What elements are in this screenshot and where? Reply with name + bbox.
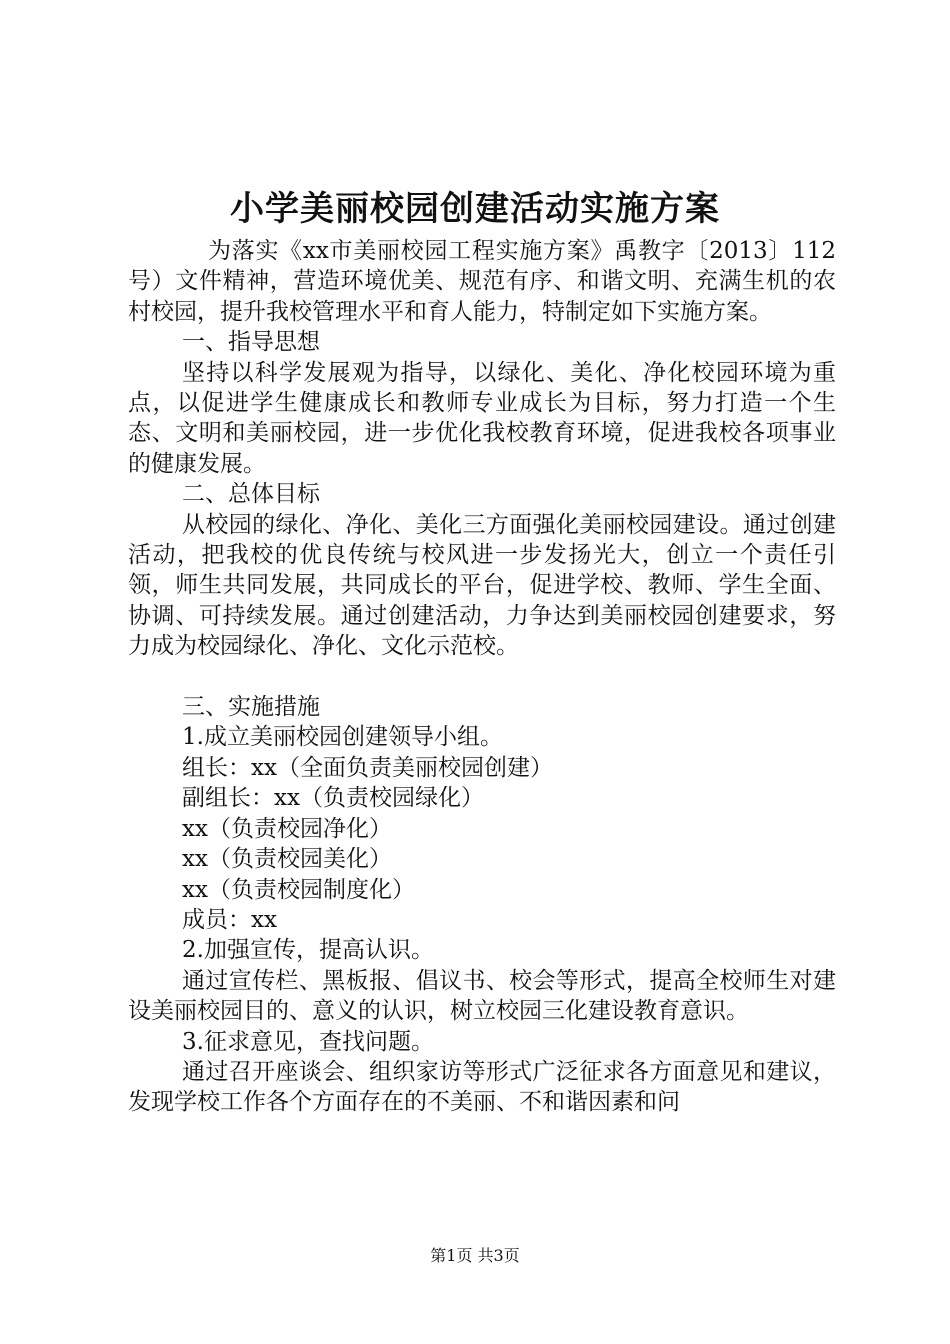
group-leader-line: 组长：xx（全面负责美丽校园创建）	[182, 754, 553, 781]
measure-item-2: 2.加强宣传，提高认识。	[182, 937, 434, 964]
document-title: 小学美丽校园创建活动实施方案	[230, 189, 720, 229]
section-heading-guiding-thought: 一、指导思想	[182, 329, 320, 356]
member-duty-line: xx（负责校园净化）	[182, 815, 392, 842]
section-heading-measures: 三、实施措施	[182, 694, 320, 721]
document-body	[128, 236, 836, 1118]
paragraph-feedback: 通过召开座谈会、组织家访等形式广泛征求各方面意见和建议，发现学校工作各个方面存在的不美丽、不和谐因素和问	[128, 1058, 836, 1116]
member-duty-line: xx（负责校园制度化）	[182, 876, 415, 903]
paragraph-guiding-thought: 坚持以科学发展观为指导，以绿化、美化、净化校园环境为重点，以促进学生健康成长和教师专业成长为目标，努力打造一个生态、文明和美丽校园，进一步优化我校教育环境，促进我校各项事业的健康发展。	[128, 359, 836, 477]
paragraph-spacer	[128, 662, 836, 692]
page-number-footer: 第1页 共3页	[430, 1246, 520, 1265]
paragraph-publicity: 通过宣传栏、黑板报、倡议书、校会等形式，提高全校师生对建设美丽校园目的、意义的认识，树立校园三化建设教育意识。	[128, 967, 836, 1025]
member-duty-line: xx（负责校园美化）	[182, 846, 392, 873]
deputy-leader-line: 副组长：xx（负责校园绿化）	[182, 785, 484, 812]
paragraph-overall-goal: 从校园的绿化、净化、美化三方面强化美丽校园建设。通过创建活动，把我校的优良传统与校风进一步发扬光大，创立一个责任引领，师生共同发展，共同成长的平台，促进学校、教师、学生全面、协调、可持续发展。通过创建活动，力争达到美丽校园创建要求，努力成为校园绿化、净化、文化示范校。	[128, 511, 836, 660]
intro-paragraph: 为落实《xx市美丽校园工程实施方案》禹教字〔2013〕112号）文件精神，营造环境优美、规范有序、和谐文明、充满生机的农村校园，提升我校管理水平和育人能力，特制定如下实施方案。	[128, 238, 836, 325]
section-heading-overall-goal: 二、总体目标	[182, 481, 320, 508]
members-line: 成员：xx	[182, 906, 277, 933]
measure-item-1: 1.成立美丽校园创建领导小组。	[182, 724, 503, 751]
measure-item-3: 3.征求意见，查找问题。	[182, 1028, 434, 1055]
